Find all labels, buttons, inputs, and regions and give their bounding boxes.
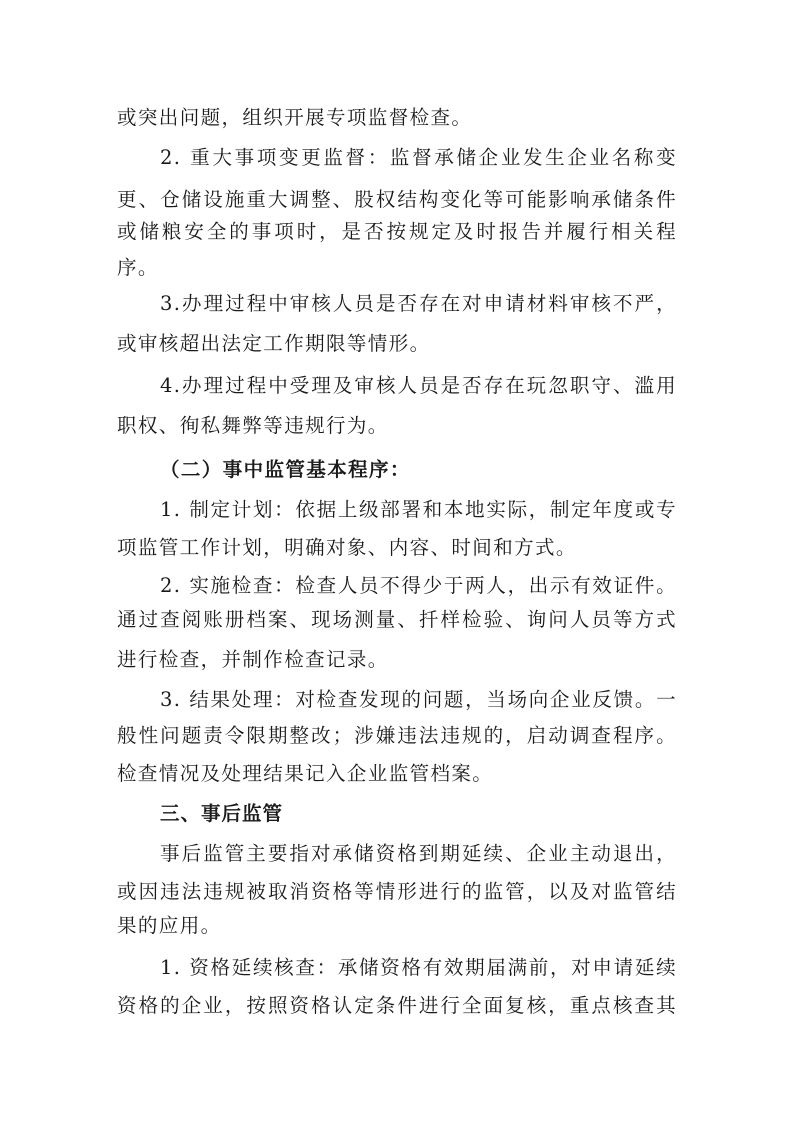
text-line: 职权、徇私舞弊等违规行为。 [117,414,389,437]
text-line: 资格的企业，按照资格认定条件进行全面复核，重点核查其 [117,994,677,1017]
section-heading: 三、事后监管 [160,802,284,825]
section-subheading: （二）事中监管基本程序： [160,458,411,481]
text-line: 或突出问题，组织开展专项监督检查。 [117,106,473,129]
text-line: 项监管工作计划，明确对象、内容、时间和方式。 [117,536,577,559]
text-line: 4.办理过程中受理及审核人员是否存在玩忽职守、滥用 [160,374,677,397]
text-line: 通过查阅账册档案、现场测量、扦样检验、询问人员等方式 [117,608,677,631]
text-line: 3. 结果处理：对检查发现的问题，当场向企业反馈。一 [160,688,677,711]
text-line: 检查情况及处理结果记入企业监管档案。 [117,762,494,785]
text-line: 或因违法违规被取消资格等情形进行的监管，以及对监管结 [117,880,677,903]
text-line: 序。 [117,256,159,279]
text-line: 果的应用。 [117,914,222,937]
text-line: 或审核超出法定工作期限等情形。 [117,332,431,355]
text-line: 事后监管主要指对承储资格到期延续、企业主动退出， [160,842,677,865]
text-line: 更、仓储设施重大调整、股权结构变化等可能影响承储条件 [117,188,677,211]
text-line: 1. 制定计划：依据上级部署和本地实际，制定年度或专 [160,498,677,521]
text-line: 进行检查，并制作检查记录。 [117,648,389,671]
text-line: 2. 重大事项变更监督：监督承储企业发生企业名称变 [160,146,677,169]
text-line: 1. 资格延续核查：承储资格有效期届满前，对申请延续 [160,956,677,979]
text-line: 般性问题责令限期整改；涉嫌违法违规的，启动调查程序。 [117,724,677,747]
text-line: 2. 实施检查：检查人员不得少于两人，出示有效证件。 [160,574,677,597]
text-line: 3.办理过程中审核人员是否存在对申请材料审核不严， [160,292,677,315]
text-line: 或储粮安全的事项时，是否按规定及时报告并履行相关程 [117,220,677,243]
